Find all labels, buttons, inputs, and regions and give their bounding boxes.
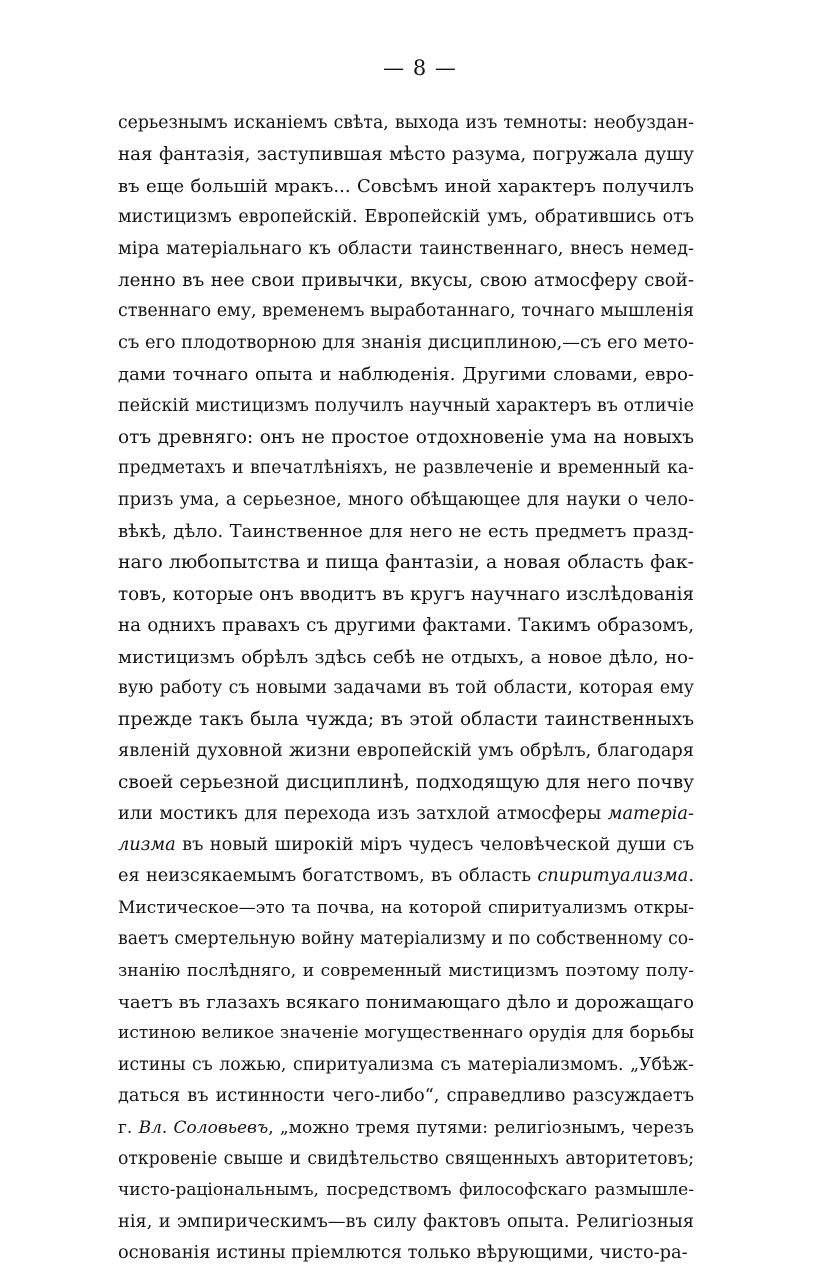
text-line: ваетъ смертельную войну матеріализму и по собственному со- <box>118 929 694 950</box>
text-line: мистицизмъ обрѣлъ здѣсь себѣ не отдыхъ, а новое дѣло, но- <box>118 646 694 668</box>
text-line: міра матеріальнаго къ области таинственнаго, внесъ немед- <box>118 238 694 259</box>
text-line: даться въ истинности чего-либо“, справедливо разсуждаетъ <box>118 1086 694 1107</box>
text-line: своей серьезной дисциплинѣ, подходящую для него почву <box>118 772 694 794</box>
text-line: основанія истины пріемлются только вѣрующими, чисто-ра- <box>118 1243 688 1264</box>
text-line: на однихъ правахъ съ другими фактами. Такимъ образомъ, <box>118 615 694 637</box>
text-line: чисто-раціональнымъ, посредствомъ философскаго размышле- <box>118 1180 694 1201</box>
text-line: съ его плодотворною для знанія дисциплиною,—съ его мето- <box>118 332 694 353</box>
text-line: истины съ ложью, спиритуализма съ матеріализмомъ. „Убѣж- <box>118 1054 694 1075</box>
text-line: чаетъ въ глазахъ всякаго понимающаго дѣло и дорожащаго <box>118 991 694 1013</box>
text-line: явленій духовной жизни европейскій умъ обрѣлъ, благодаря <box>118 740 694 761</box>
text-line: ленно въ нее свои привычки, вкусы, свою атмосферу свой- <box>118 269 694 291</box>
text-line: дами точнаго опыта и наблюденія. Другими словами, евро- <box>118 364 694 386</box>
text-line: Мистическое—это та почва, на которой спиритуализмъ откры- <box>118 897 694 918</box>
text-line: серьезнымъ исканіемъ свѣта, выхода изъ темноты: необуздан- <box>118 113 694 133</box>
text-line: откровеніе свыше и свидѣтельство священныхъ авторитетовъ; <box>118 1148 694 1169</box>
text-line: пейскій мистицизмъ получилъ научный характеръ въ отличіе <box>118 395 694 416</box>
text-line: товъ, которые онъ вводитъ въ кругъ научнаго изслѣдованія <box>118 583 694 605</box>
italic-term: спиритуализма <box>537 866 689 887</box>
italic-term: матеріа- <box>607 803 694 824</box>
text-line: призъ ума, а серьезное, много обѣщающее для науки о чело- <box>118 489 694 510</box>
text-line: вѣкѣ, дѣло. Таинственное для него не есть предметъ празд- <box>118 521 694 543</box>
text-line: прежде такъ была чужда; въ этой области таинственныхъ <box>118 709 694 731</box>
text-line: отъ древняго: онъ не простое отдохновеніе ума на новыхъ <box>118 426 694 448</box>
body-text <box>118 108 694 1269</box>
text-line: предметахъ и впечатлѣніяхъ, не развлеченіе и временный ка- <box>118 458 694 479</box>
author-name: Вл. Соловьевъ <box>138 1117 269 1138</box>
text-line: въ еще большій мракъ... Совсѣмъ иной характеръ получилъ <box>118 175 694 197</box>
text-line: ная фантазія, заступившая мѣсто разума, погружала душу <box>118 144 694 166</box>
text-line: истиною великое значеніе могущественнаго орудія для борьбы <box>118 1023 694 1044</box>
text-line: вую работу съ новыми задачами въ той области, которая ему <box>118 678 694 699</box>
text-line: г. Вл. Соловьевъ, „можно тремя путями: религіознымъ, черезъ <box>118 1117 694 1138</box>
text-line: мистицизмъ европейскій. Европейскій умъ, обратившись отъ <box>118 207 694 228</box>
text-line: ея неизсякаемымъ богатствомъ, въ область спиритуализма. <box>118 866 694 887</box>
text-line: наго любопытства и пища фантазіи, а новая область фак- <box>118 552 694 574</box>
text-line: нія, и эмпирическимъ—въ силу фактовъ опыта. Религіозныя <box>118 1211 694 1232</box>
text-line: или мостикъ для перехода изъ затхлой атмосферы матеріа- <box>118 803 694 824</box>
text-line: ственнаго ему, временемъ выработаннаго, точнаго мышленія <box>118 301 694 322</box>
italic-term: лизма <box>118 834 176 855</box>
text-line: знанію послѣдняго, и современный мистицизмъ поэтому полу- <box>118 960 694 981</box>
text-line: лизма въ новый широкій міръ чудесъ человѣческой души съ <box>118 834 694 855</box>
page-number: — 8 — <box>383 56 457 80</box>
